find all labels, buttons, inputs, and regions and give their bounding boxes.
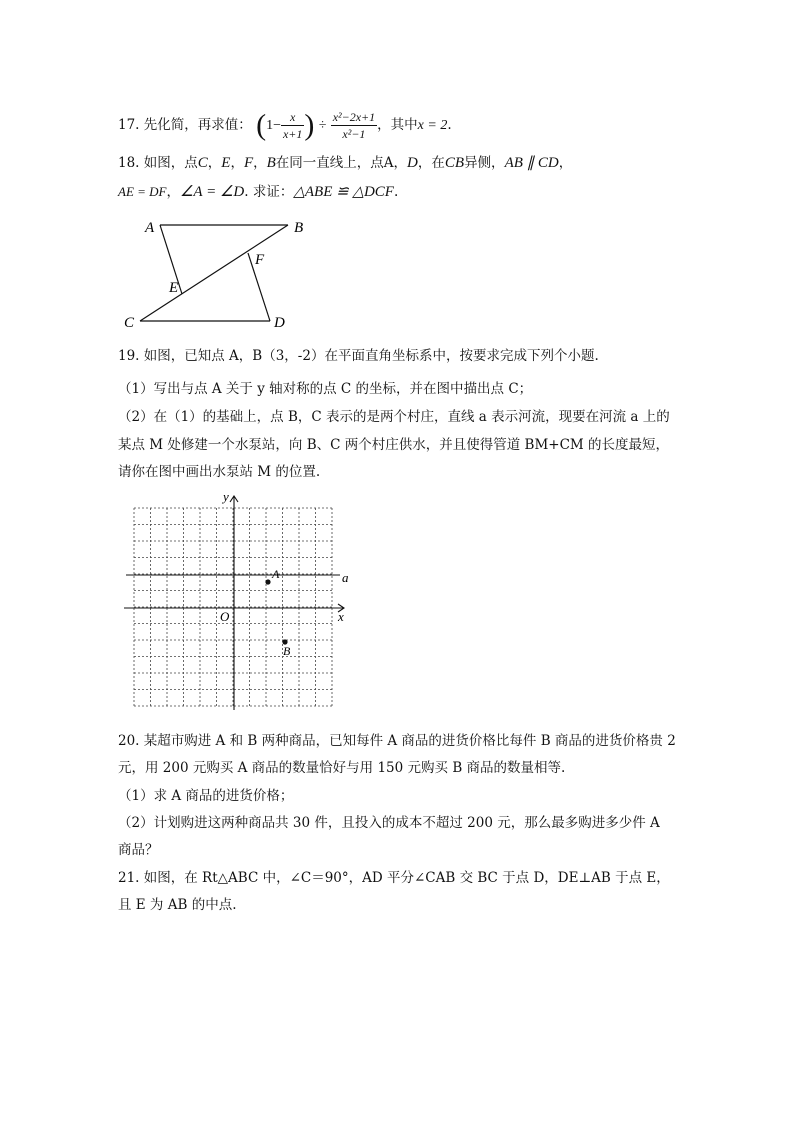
label-y: y bbox=[223, 490, 229, 504]
q19-line1: 19. 如图，已知点 A，B（3，-2）在平面直角坐标系中，按要求完成下列个小题. bbox=[118, 348, 599, 364]
grid-lines bbox=[134, 508, 332, 706]
q18-segment-cb: CB bbox=[444, 155, 465, 171]
q18-point-b: B bbox=[266, 155, 276, 171]
q20-line2: 元，用 200 元购买 A 商品的数量恰好与用 150 元购买 B 商品的数量相等. bbox=[118, 760, 566, 776]
label-x: x bbox=[338, 609, 344, 624]
label-f: F bbox=[255, 252, 265, 268]
label-a-line: a bbox=[342, 570, 349, 585]
q18-eq1: AE = DF bbox=[118, 184, 167, 199]
q20-line3: （1）求 A 商品的进货价格； bbox=[118, 788, 294, 804]
q20-line5: 商品？ bbox=[118, 842, 159, 858]
label-b: B bbox=[294, 220, 304, 236]
q18-congruent: △ABE ≌ △DCF bbox=[293, 184, 394, 200]
q19-grid bbox=[122, 490, 362, 712]
q17-frac2-den: x²−1 bbox=[342, 127, 366, 141]
q17-end: . bbox=[447, 117, 452, 133]
label-point-a: A bbox=[272, 567, 280, 581]
q17-frac1-den: x+1 bbox=[282, 127, 303, 141]
q18-point-f: F bbox=[243, 155, 254, 171]
q17-paren-open: ( bbox=[256, 108, 267, 142]
q17-frac1 bbox=[281, 110, 304, 141]
q18-text-c: ，在 bbox=[417, 155, 445, 171]
q17-text-b: ，其中 bbox=[377, 117, 418, 133]
q18-text-f: ， bbox=[166, 184, 180, 200]
q18-text-b: 在同一直线上，点 bbox=[275, 155, 384, 171]
q17-text-a: 先化简，再求值： bbox=[143, 117, 252, 133]
q19-line2: （1）写出与点 A 关于 y 轴对称的点 C 的坐标，并在图中描出点 C； bbox=[118, 381, 533, 397]
label-origin: O bbox=[220, 609, 230, 624]
q17-line bbox=[118, 110, 452, 141]
label-c: C bbox=[124, 315, 135, 331]
point-a bbox=[265, 579, 270, 584]
q18-text-e: ， bbox=[558, 155, 573, 171]
q18-point-d: D bbox=[407, 155, 418, 171]
label-e: E bbox=[169, 280, 179, 296]
label-d: D bbox=[274, 315, 285, 331]
label-a: A bbox=[145, 220, 155, 236]
q18-figure bbox=[118, 215, 318, 335]
q18-point-c: C bbox=[197, 155, 208, 171]
q20-line1: 20. 某超市购进 A 和 B 两种商品，已知每件 A 商品的进货价格比每件 B 商品的进货价格贵 2 bbox=[118, 733, 676, 749]
q17-number: 17. bbox=[118, 117, 140, 133]
q18-point-e: E bbox=[221, 155, 231, 171]
q17-one-minus: 1− bbox=[266, 118, 281, 133]
q17-frac1-num: x bbox=[281, 110, 304, 126]
q17-frac2 bbox=[331, 110, 377, 141]
q18-line2 bbox=[118, 182, 398, 202]
q18-point-a: A bbox=[383, 155, 394, 171]
q21-line1: 21. 如图，在 Rt△ABC 中，∠C＝90°，AD 平分∠CAB 交 BC 于点 D，DE⊥AB 于点 E， bbox=[118, 870, 670, 886]
q21-line2: 且 E 为 AB 的中点. bbox=[118, 897, 237, 913]
q18-text-h: . bbox=[393, 184, 399, 200]
q18-eq2: ∠A = ∠D bbox=[179, 184, 245, 200]
q18-sep: ， bbox=[393, 155, 408, 171]
q19-line5: 请你在图中画出水泵站 M 的位置. bbox=[118, 464, 321, 480]
q18-line1 bbox=[118, 153, 572, 173]
label-point-b: B bbox=[283, 644, 291, 658]
q20-line4: （2）计划购进这两种商品共 30 件，且投入的成本不超过 200 元，那么最多购进多少件 A bbox=[118, 815, 660, 831]
q17-frac2-num: x²−2x+1 bbox=[332, 110, 376, 124]
q18-sep: ， bbox=[207, 155, 222, 171]
q17-div: ÷ bbox=[318, 118, 327, 133]
q18-text-g: . 求证： bbox=[244, 184, 294, 200]
q18-text-d: 异侧， bbox=[464, 155, 505, 171]
q17-cond: x = 2 bbox=[417, 118, 448, 133]
q19-line3: （2）在（1）的基础上，点 B，C 表示的是两个村庄，直线 a 表示河流，现要在河流 a 上的 bbox=[118, 409, 670, 425]
q18-parallel: AB ∥ CD bbox=[504, 155, 559, 171]
q18-sep: ， bbox=[253, 155, 267, 171]
q18-sep: ， bbox=[230, 155, 244, 171]
q18-text-a: 18. 如图，点 bbox=[118, 155, 198, 171]
q19-line4: 某点 M 处修建一个水泵站，向 B、C 两个村庄供水，并且使得管道 BM+CM 的长度最短， bbox=[118, 437, 670, 453]
q17-paren-close: ) bbox=[304, 108, 315, 142]
